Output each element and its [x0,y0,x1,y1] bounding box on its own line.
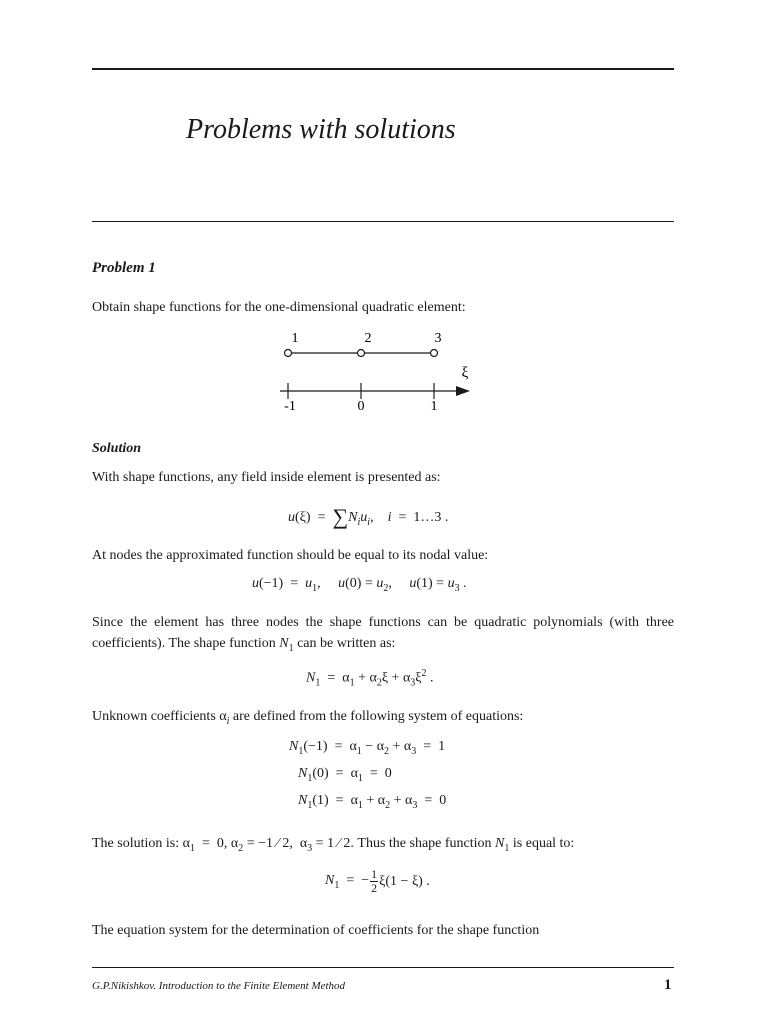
equation-system-line-2: $N_1(0) = \alpha_1 = 0$ [298,766,392,784]
solution-para-1: With shape functions, any field inside element is presented as: [92,470,441,485]
solution-para-2: At nodes the approximated function should be equal to its nodal value: [92,548,489,563]
node-2 [358,350,365,357]
page-title: Problems with solutions [186,114,456,145]
solution-para-4: Unknown coefficients $\alpha_i$ are defined from the following system of equations: [92,709,524,727]
para5-text-b: . Thus the shape function [350,836,496,851]
para5-text-c: is equal to: [509,836,575,851]
solution-para-5: The solution is: $\alpha_1 = 0$, $\alpha_2 = -1$ ⁄ 2, $\alpha_3 = 1$ ⁄ 2. Thus the shape function $N_1$ is equal to: [92,836,575,854]
page-number: 1 [664,977,672,993]
tick-label-0: 0 [357,399,365,414]
problem-heading: Problem 1 [92,260,156,276]
equation-n1-result: $N_1$ = − $\frac{1}{2}$ ξ(1 − ξ) . [325,867,430,895]
para3-text-b: can be written as: [293,636,396,651]
footer-rule [92,967,674,968]
top-rule [92,68,674,70]
para4-text-a: Unknown coefficients [92,709,220,724]
solution-heading: Solution [92,441,142,456]
equation-system-line-1: $N_1(-1) = \alpha_1 - \alpha_2 + \alpha_3 = 1$ [289,739,446,757]
equation-nodal-values: $u(-1) = u_1$, $u(0) = u_2$, $u(1) = u_3$ . [252,576,467,594]
problem-text: Obtain shape functions for the one-dimensional quadratic element: [92,300,466,315]
para4-text-b: are defined from the following system of equations: [229,709,524,724]
para3-text-a: Since the element has three nodes the shape functions can be quadratic polynomials (with three coefficients). The shape function [92,615,674,651]
solution-para-6: The equation system for the determination of coefficients for the shape function [92,923,540,938]
equation-n1-polynomial: $N_1 = \alpha_1 + \alpha_2\xi + \alpha_3\xi^2$ . [306,668,434,689]
equation-field: $u(\xi) = \sum N_iu_i$, i = 1…3 . [288,504,449,529]
axis-arrow [456,386,470,396]
equation-system-line-3: $N_1(1) = \alpha_1 + \alpha_2 + \alpha_3 = 0$ [298,793,447,811]
footer-text: G.P.Nikishkov. Introduction to the Finite Element Method [92,980,346,992]
node-label-3: 3 [434,331,442,346]
tick-label-1: 1 [430,399,438,414]
axis-label-xi: ξ [461,365,469,381]
title-rule [92,221,674,222]
node-label-2: 2 [364,331,372,346]
solution-para-3: Since the element has three nodes the shape functions can be quadratic polynomials (with three coefficients). The shape function $N_1$ can be written as: [92,615,674,654]
element-figure [270,325,490,417]
para5-text-a: The solution is: [92,836,183,851]
node-1 [285,350,292,357]
node-3 [431,350,438,357]
tick-label-minus-1: -1 [284,399,296,414]
node-label-1: 1 [291,331,299,346]
